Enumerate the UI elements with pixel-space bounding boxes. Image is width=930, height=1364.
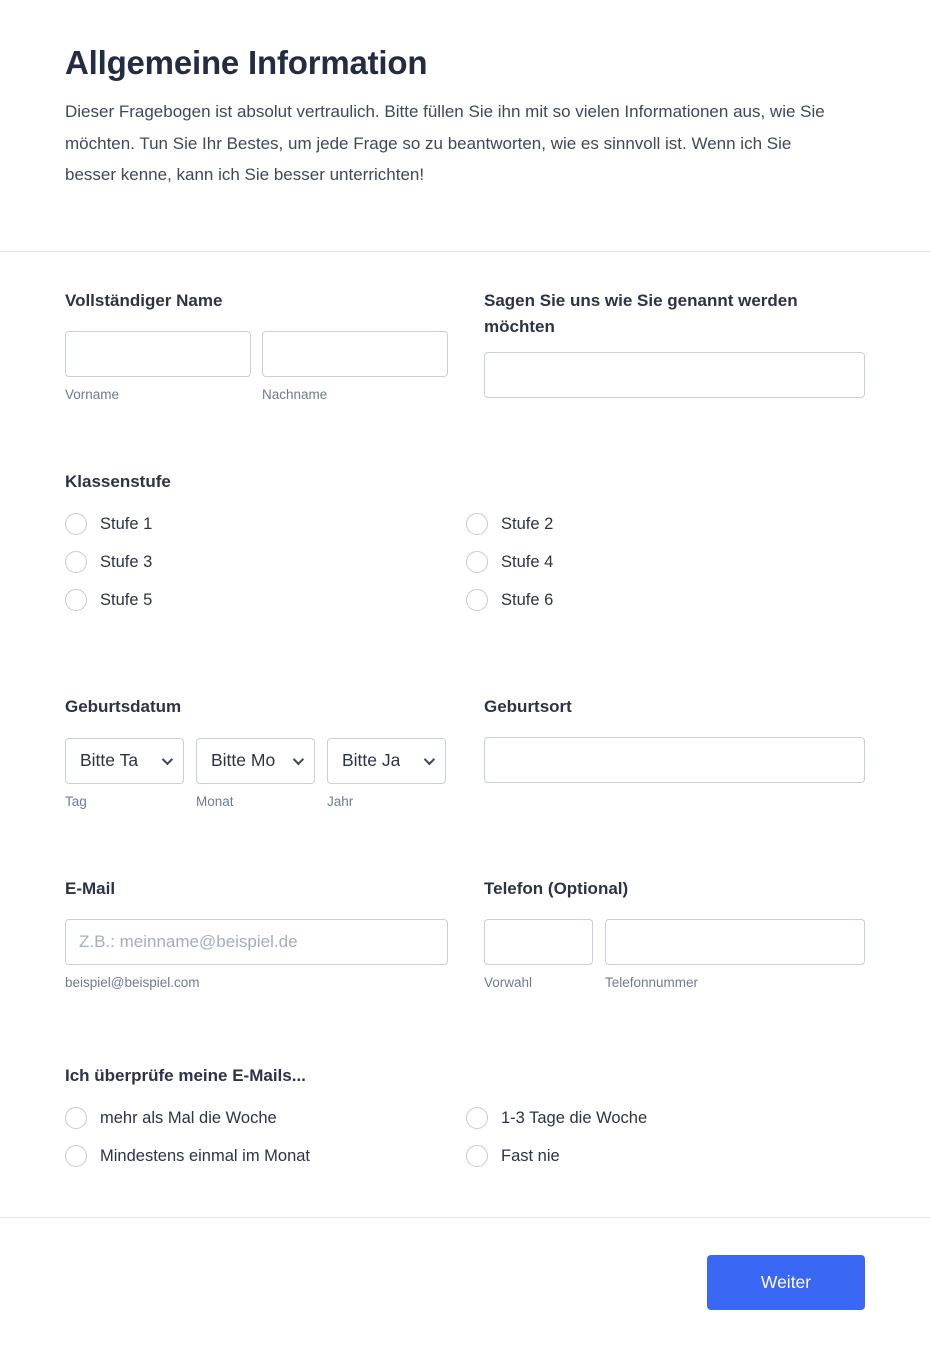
birth-place-input[interactable] bbox=[484, 737, 865, 783]
radio-option-stufe-3[interactable]: Stufe 3 bbox=[65, 551, 466, 573]
area-code-input[interactable] bbox=[484, 919, 593, 965]
page-title: Allgemeine Information bbox=[65, 44, 428, 81]
grade-radio-group bbox=[65, 513, 865, 611]
email-label: E-Mail bbox=[65, 878, 116, 898]
full-name-label: Vollständiger Name bbox=[65, 290, 223, 310]
radio-icon bbox=[65, 551, 87, 573]
phone-number-group bbox=[605, 919, 865, 991]
first-name-input[interactable] bbox=[65, 331, 251, 377]
birth-day-sublabel: Tag bbox=[65, 793, 87, 809]
chevron-down-icon bbox=[293, 753, 304, 764]
field-phone bbox=[484, 876, 865, 991]
first-name-group bbox=[65, 331, 251, 403]
birth-month-sublabel: Monat bbox=[196, 793, 234, 809]
birth-place-label: Geburtsort bbox=[484, 696, 572, 716]
phone-label: Telefon (Optional) bbox=[484, 878, 629, 898]
radio-option-stufe-6[interactable]: Stufe 6 bbox=[466, 589, 865, 611]
phone-number-sublabel: Telefonnummer bbox=[605, 974, 699, 990]
radio-option-stufe-5[interactable]: Stufe 5 bbox=[65, 589, 466, 611]
radio-icon bbox=[65, 1107, 87, 1129]
form-body bbox=[0, 252, 930, 1167]
nickname-label: Sagen Sie uns wie Sie genannt werden möchten bbox=[484, 290, 798, 336]
radio-icon bbox=[65, 513, 87, 535]
grade-label: Klassenstufe bbox=[65, 471, 171, 491]
field-birth-date bbox=[65, 694, 448, 810]
field-birth-place bbox=[484, 694, 865, 810]
phone-number-input[interactable] bbox=[605, 919, 865, 965]
radio-icon bbox=[466, 513, 488, 535]
radio-option-mindestens-einmal-im-monat[interactable]: Mindestens einmal im Monat bbox=[65, 1145, 466, 1167]
page-description: Dieser Fragebogen ist absolut vertraulich. Bitte füllen Sie ihn mit so vielen Informationen aus, wie Sie möchten. Tun Sie Ihr Bestes, um jede Frage so zu beantworten, wie es sinnvoll ist. Wenn ich Sie besser kenne, kann ich Sie besser unterrichten! bbox=[65, 102, 825, 184]
last-name-input[interactable] bbox=[262, 331, 448, 377]
radio-option-stufe-4[interactable]: Stufe 4 bbox=[466, 551, 865, 573]
radio-option-fast-nie[interactable]: Fast nie bbox=[466, 1145, 865, 1167]
last-name-group bbox=[262, 331, 448, 403]
email-input[interactable] bbox=[65, 919, 448, 965]
chevron-down-icon bbox=[162, 753, 173, 764]
radio-icon bbox=[466, 589, 488, 611]
email-frequency-radio-group bbox=[65, 1107, 865, 1167]
area-code-group bbox=[484, 919, 593, 991]
last-name-sublabel: Nachname bbox=[262, 386, 328, 402]
birth-day-select[interactable]: Bitte Ta bbox=[65, 738, 184, 784]
field-grade bbox=[65, 469, 865, 611]
email-frequency-label: Ich überprüfe meine E-Mails... bbox=[65, 1065, 306, 1085]
field-email-frequency bbox=[65, 1063, 865, 1167]
birth-month-select[interactable]: Bitte Mo bbox=[196, 738, 315, 784]
chevron-down-icon bbox=[424, 753, 435, 764]
radio-icon bbox=[466, 1145, 488, 1167]
birth-year-select[interactable]: Bitte Ja bbox=[327, 738, 446, 784]
field-nickname bbox=[484, 288, 865, 403]
form-header bbox=[0, 0, 930, 191]
nickname-input[interactable] bbox=[484, 352, 865, 398]
radio-option-stufe-2[interactable]: Stufe 2 bbox=[466, 513, 865, 535]
next-button[interactable]: Weiter bbox=[707, 1255, 865, 1310]
field-email bbox=[65, 876, 448, 991]
radio-icon bbox=[466, 1107, 488, 1129]
email-sublabel: beispiel@beispiel.com bbox=[65, 974, 200, 990]
form-footer bbox=[0, 1218, 930, 1310]
area-code-sublabel: Vorwahl bbox=[484, 974, 533, 990]
first-name-sublabel: Vorname bbox=[65, 386, 120, 402]
field-full-name bbox=[65, 288, 448, 403]
birth-date-label: Geburtsdatum bbox=[65, 696, 182, 716]
radio-option-stufe-1[interactable]: Stufe 1 bbox=[65, 513, 466, 535]
radio-icon bbox=[65, 589, 87, 611]
birth-year-sublabel: Jahr bbox=[327, 793, 354, 809]
radio-icon bbox=[65, 1145, 87, 1167]
radio-icon bbox=[466, 551, 488, 573]
birth-day-group bbox=[65, 738, 184, 810]
radio-option-1-3-tage-die-woche[interactable]: 1-3 Tage die Woche bbox=[466, 1107, 865, 1129]
radio-option-mehr-als-mal-die-woche[interactable]: mehr als Mal die Woche bbox=[65, 1107, 466, 1129]
birth-year-group bbox=[327, 738, 446, 810]
birth-month-group bbox=[196, 738, 315, 810]
